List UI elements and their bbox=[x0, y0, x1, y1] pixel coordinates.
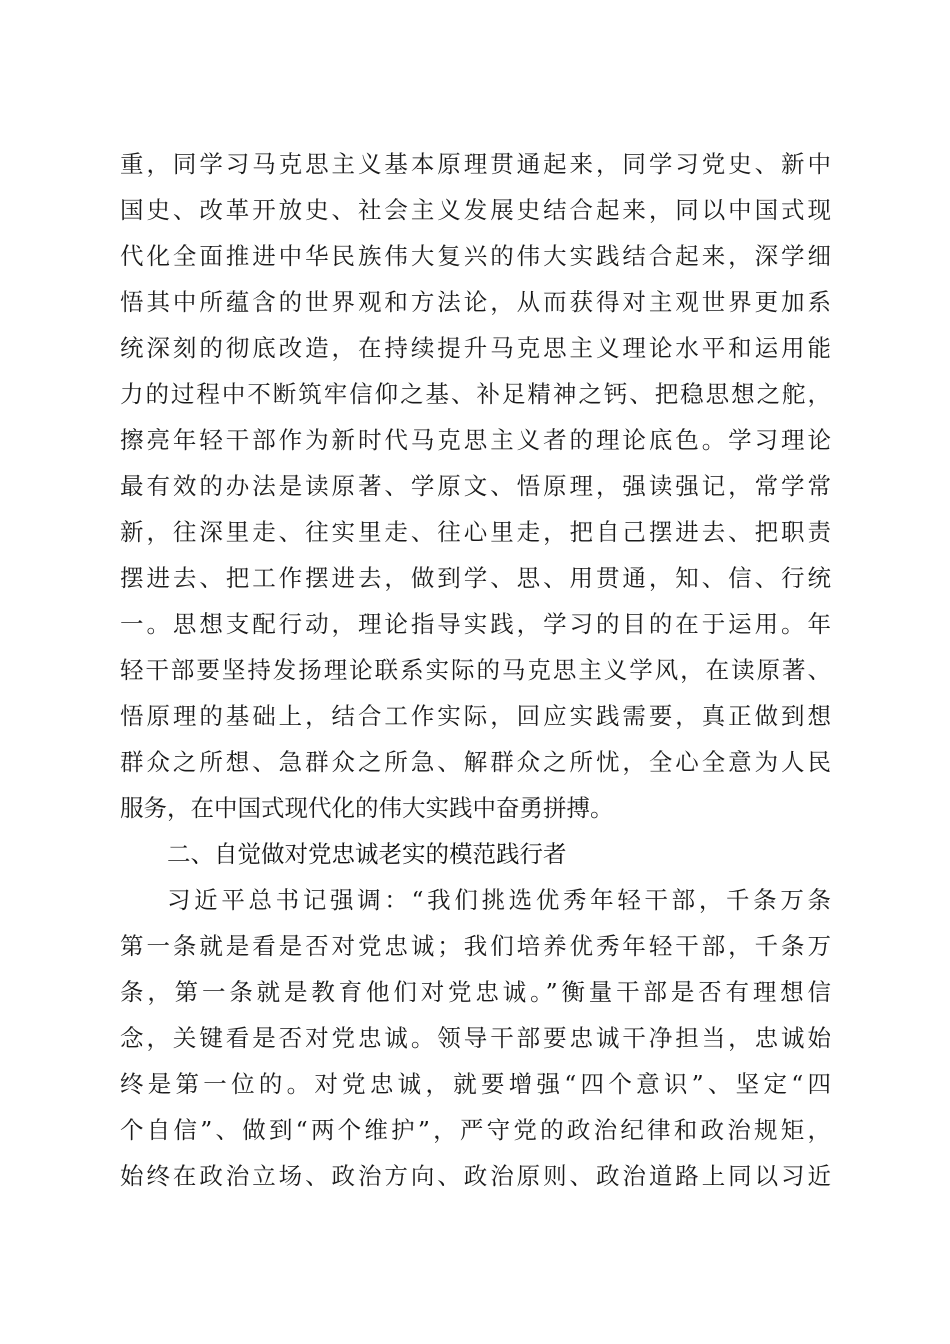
text-line: 统深刻的彻底改造，在持续提升马克思主义理论水平和运用能 bbox=[120, 334, 831, 362]
document-body bbox=[120, 141, 831, 1199]
text-line: 念，关键看是否对党忠诚。领导干部要忠诚干净担当，忠诚始 bbox=[120, 1024, 831, 1052]
paragraph-2 bbox=[120, 877, 831, 1199]
text-line: 擦亮年轻干部作为新时代马克思主义者的理论底色。学习理论 bbox=[120, 426, 831, 454]
text-line: 群众之所想、急群众之所急、解群众之所忧，全心全意为人民 bbox=[120, 748, 831, 776]
text-line: 代化全面推进中华民族伟大复兴的伟大实践结合起来，深学细 bbox=[120, 242, 831, 270]
text-line: 悟原理的基础上，结合工作实际，回应实践需要，真正做到想 bbox=[120, 702, 831, 730]
text-line: 始终在政治立场、政治方向、政治原则、政治道路上同以习近 bbox=[120, 1162, 831, 1190]
text-line: 习近平总书记强调：“我们挑选优秀年轻干部，千条万条 bbox=[167, 886, 831, 914]
text-line: 一。思想支配行动，理论指导实践，学习的目的在于运用。年 bbox=[120, 610, 831, 638]
text-line: 重，同学习马克思主义基本原理贯通起来，同学习党史、新中 bbox=[120, 150, 831, 178]
text-line: 第一条就是看是否对党忠诚；我们培养优秀年轻干部，千条万 bbox=[120, 932, 831, 960]
text-line: 终是第一位的。对党忠诚，就要增强“四个意识”、坚定“四 bbox=[120, 1070, 831, 1098]
text-line: 悟其中所蕴含的世界观和方法论，从而获得对主观世界更加系 bbox=[120, 288, 831, 316]
text-line: 服务，在中国式现代化的伟大实践中奋勇拼搏。 bbox=[120, 794, 614, 822]
text-line: 轻干部要坚持发扬理论联系实际的马克思主义学风，在读原著、 bbox=[120, 656, 831, 684]
text-line: 新，往深里走、往实里走、往心里走，把自己摆进去、把职责 bbox=[120, 518, 831, 546]
text-line: 摆进去、把工作摆进去，做到学、思、用贯通，知、信、行统 bbox=[120, 564, 831, 592]
text-line: 最有效的办法是读原著、学原文、悟原理，强读强记，常学常 bbox=[120, 472, 831, 500]
text-line: 条，第一条就是教育他们对党忠诚。”衡量干部是否有理想信 bbox=[120, 978, 831, 1006]
text-line: 个自信”、做到“两个维护”，严守党的政治纪律和政治规矩， bbox=[120, 1116, 831, 1144]
section-heading: 二、自觉做对党忠诚老实的模范践行者 bbox=[167, 840, 567, 868]
text-line: 力的过程中不断筑牢信仰之基、补足精神之钙、把稳思想之舵， bbox=[120, 380, 831, 408]
paragraph-1 bbox=[120, 141, 831, 831]
text-line: 国史、改革开放史、社会主义发展史结合起来，同以中国式现 bbox=[120, 196, 831, 224]
